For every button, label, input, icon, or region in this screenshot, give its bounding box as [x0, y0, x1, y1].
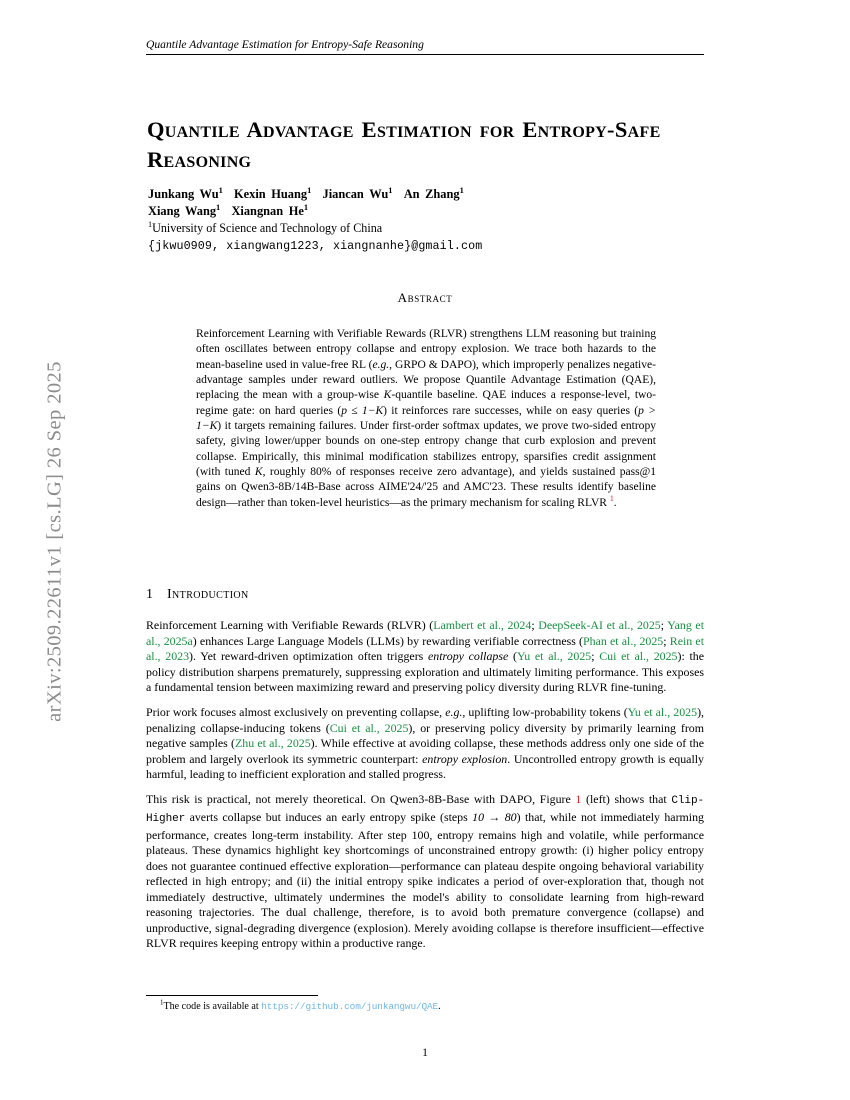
- author-block: [148, 186, 706, 255]
- author-name: Kexin Huang: [234, 187, 308, 201]
- emphasis-eg: e.g.: [445, 705, 463, 720]
- footnote-prefix: The code is available at: [163, 1001, 262, 1012]
- section-number: 1: [146, 587, 153, 602]
- citation-link[interactable]: Yang et al., 2025a: [146, 618, 705, 648]
- paragraph-1: [146, 618, 704, 696]
- introduction-body: [146, 618, 704, 961]
- paper-page: [146, 0, 704, 1100]
- abstract-heading: Abstract: [397, 290, 453, 305]
- citation-link[interactable]: Phan et al., 2025: [583, 633, 664, 648]
- body-text: ;: [660, 618, 668, 632]
- citation-link[interactable]: Lambert et al., 2024: [433, 618, 532, 632]
- footnote-marker: 1: [160, 999, 164, 1007]
- affiliation-marker: 1: [459, 184, 464, 195]
- body-text: . Uncontrolled entropy growth is equally harmful, leading to inefficient exploration and stalled progress.: [146, 751, 705, 782]
- citation-link[interactable]: Rein et al., 2023: [146, 633, 704, 664]
- section-heading-introduction: [146, 586, 704, 604]
- body-text: ) enhances Large Language Models (LLMs) by rewarding verifiable correctness (: [192, 633, 584, 648]
- body-text: ;: [531, 618, 539, 632]
- affiliation-marker: 1: [388, 184, 393, 195]
- abstract-text: , roughly 80% of responses receive zero advantage), and yields sustained pass@1 gains on Qwen3-8B/14B-Base across AIME'24/'25 and AMC'23. These results identify baseline design—rather than token-level heuristics—as the primary mechanism for scaling RLVR: [196, 466, 656, 509]
- citation-link[interactable]: Cui et al., 2025: [329, 720, 409, 735]
- affiliation-marker: 1: [307, 184, 312, 195]
- footnote-reference-link[interactable]: 1: [609, 493, 614, 503]
- affiliation-marker: 1: [218, 184, 223, 195]
- section-title: Introduction: [167, 587, 249, 602]
- footnote-rule: [146, 995, 318, 996]
- abstract-text: Reinforcement Learning with Verifiable Rewards (RLVR) strengthens LLM reasoning but training often oscillates between entropy collapse and entropy explosion. We trace both hazards to the mean-baseline used in value-free RL (: [196, 328, 656, 371]
- contact-email: {jkwu0909, xiangwang1223, xiangnanhe}@gmail.com: [148, 238, 483, 253]
- citation-link[interactable]: DeepSeek-AI et al., 2025: [538, 618, 661, 632]
- emphasis-entropy-explosion: entropy explosion: [422, 751, 508, 766]
- citation-link[interactable]: Zhu et al., 2025: [234, 736, 311, 751]
- affiliation-marker: 1: [303, 201, 309, 212]
- body-text: ) that, while not immediately harming performance, creates long-term instability. After step 100, entropy remains high and volatile, while performance plateaus. These dynamics highlight key shortcomings of unconstrained entropy growth: (i) higher policy entropy does not guarantee continued effective exploration—performance can plateau despite ongoing behavioral variability reflected in high entropy; and (ii) the initial entropy spike indicates a period of over-exploration that, though not immediately destructive, ultimately undermines the model's ability to consolidate learning from high-reward reasoning trajectories. The dual challenge, therefore, is to avoid both premature convergence (collapse) and unproductive, signal-degrading divergence (explosion). Merely avoiding collapse is therefore insufficient—effective RLVR requires keeping entropy within a productive range.: [146, 810, 704, 951]
- author-name: Xiangnan He: [231, 203, 304, 218]
- affiliation-text: University of Science and Technology of China: [152, 221, 383, 235]
- body-text: (left) shows that: [581, 792, 672, 807]
- math-variable-k: K: [383, 389, 392, 402]
- running-header-text: Quantile Advantage Estimation for Entropy-Safe Reasoning: [146, 38, 424, 51]
- abstract-text: , GRPO & DAPO), which improperly penalizes negative-advantage samples under reward outliers. We propose Quantile Advantage Estimation (QAE), replacing the mean with a group-wise: [196, 358, 656, 402]
- abstract-body: [196, 327, 656, 511]
- body-text: averts collapse but induces an early entropy spike (steps: [185, 810, 473, 825]
- body-text: (: [508, 649, 517, 664]
- math-expression: 10 → 80: [472, 810, 517, 825]
- author-name: An Zhang: [403, 187, 460, 201]
- body-text: ), or preserving policy diversity by primarily learning from negative samples (: [146, 720, 704, 751]
- author-name: Xiang Wang: [148, 203, 217, 218]
- citation-link[interactable]: Yu et al., 2025: [516, 649, 592, 664]
- paragraph-2: [146, 705, 704, 783]
- paragraph-3: [146, 792, 704, 951]
- body-text: ): the policy distribution sharpens prematurely, suppressing exploration and ultimately limiting performance. This exposes a fundamental tension between maximizing reward and preserving policy diversity during RLVR fine-tuning.: [146, 649, 704, 695]
- abstract-text: ) it targets remaining failures. Under first-order softmax updates, we prove two-sided entropy safety, giving lower/upper bounds on one-step entropy change that curb explosion and prevent collapse. Empirically, this minimal modification stabilizes entropy, sparsifies credit assignment (with tuned: [196, 420, 656, 479]
- math-expression: p ≤ 1−K: [341, 404, 384, 417]
- body-text: ). Yet reward-driven optimization often triggers: [189, 649, 429, 664]
- citation-link[interactable]: Yu et al., 2025: [627, 705, 698, 720]
- abstract-text: -quantile baseline. QAE induces a response-level, two-regime gate: on hard queries (: [196, 389, 656, 417]
- author-name: Jiancan Wu: [322, 187, 389, 201]
- figure-reference-link[interactable]: 1: [575, 792, 582, 807]
- emphasis-entropy-collapse: entropy collapse: [428, 649, 509, 664]
- footnote-text: [146, 1000, 704, 1013]
- abstract-text: ) it reinforces rare successes, while on easy queries (: [383, 404, 639, 417]
- footnote-block: [146, 995, 704, 1013]
- body-text: , uplifting low-probability tokens (: [462, 705, 628, 720]
- footnote-suffix: .: [438, 1001, 441, 1012]
- arxiv-stamp: arXiv:2509.22611v1 [cs.LG] 26 Sep 2025: [43, 361, 66, 722]
- running-header: [146, 38, 704, 55]
- body-text: ;: [591, 649, 600, 664]
- math-expression: p > 1−K: [196, 404, 657, 433]
- author-name: Junkang Wu: [148, 187, 219, 201]
- abstract-emph-eg: e.g.: [372, 358, 390, 371]
- body-text: Reinforcement Learning with Verifiable Rewards (RLVR) (: [146, 618, 434, 632]
- affiliation-marker: 1: [216, 201, 221, 212]
- body-text: Prior work focuses almost exclusively on preventing collapse,: [146, 705, 446, 720]
- github-url-link[interactable]: https://github.com/junkangwu/QAE: [261, 1001, 439, 1012]
- body-text: ), penalizing collapse-inducing tokens (: [146, 705, 704, 735]
- page-title: Quantile Advantage Estimation for Entropy-Safe Reasoning: [147, 117, 661, 173]
- affiliation-marker: 1: [148, 219, 153, 229]
- header-rule: [146, 54, 704, 55]
- body-text: ). While effective at avoiding collapse, these methods address only one side of the problem and largely overlook its symmetric counterpart:: [146, 736, 704, 766]
- abstract-text: .: [613, 496, 617, 509]
- author-line-1: [148, 186, 706, 203]
- math-variable-k: K: [254, 466, 263, 479]
- code-term-clip-higher: Clip-Higher: [146, 795, 705, 826]
- body-text: This risk is practical, not merely theoretical. On Qwen3-8B-Base with DAPO, Figure: [146, 792, 576, 807]
- citation-link[interactable]: Cui et al., 2025: [599, 649, 678, 664]
- affiliation-line: [148, 220, 706, 237]
- author-line-2: [148, 203, 706, 220]
- body-text: ;: [663, 633, 670, 648]
- page-number: 1: [422, 1046, 428, 1059]
